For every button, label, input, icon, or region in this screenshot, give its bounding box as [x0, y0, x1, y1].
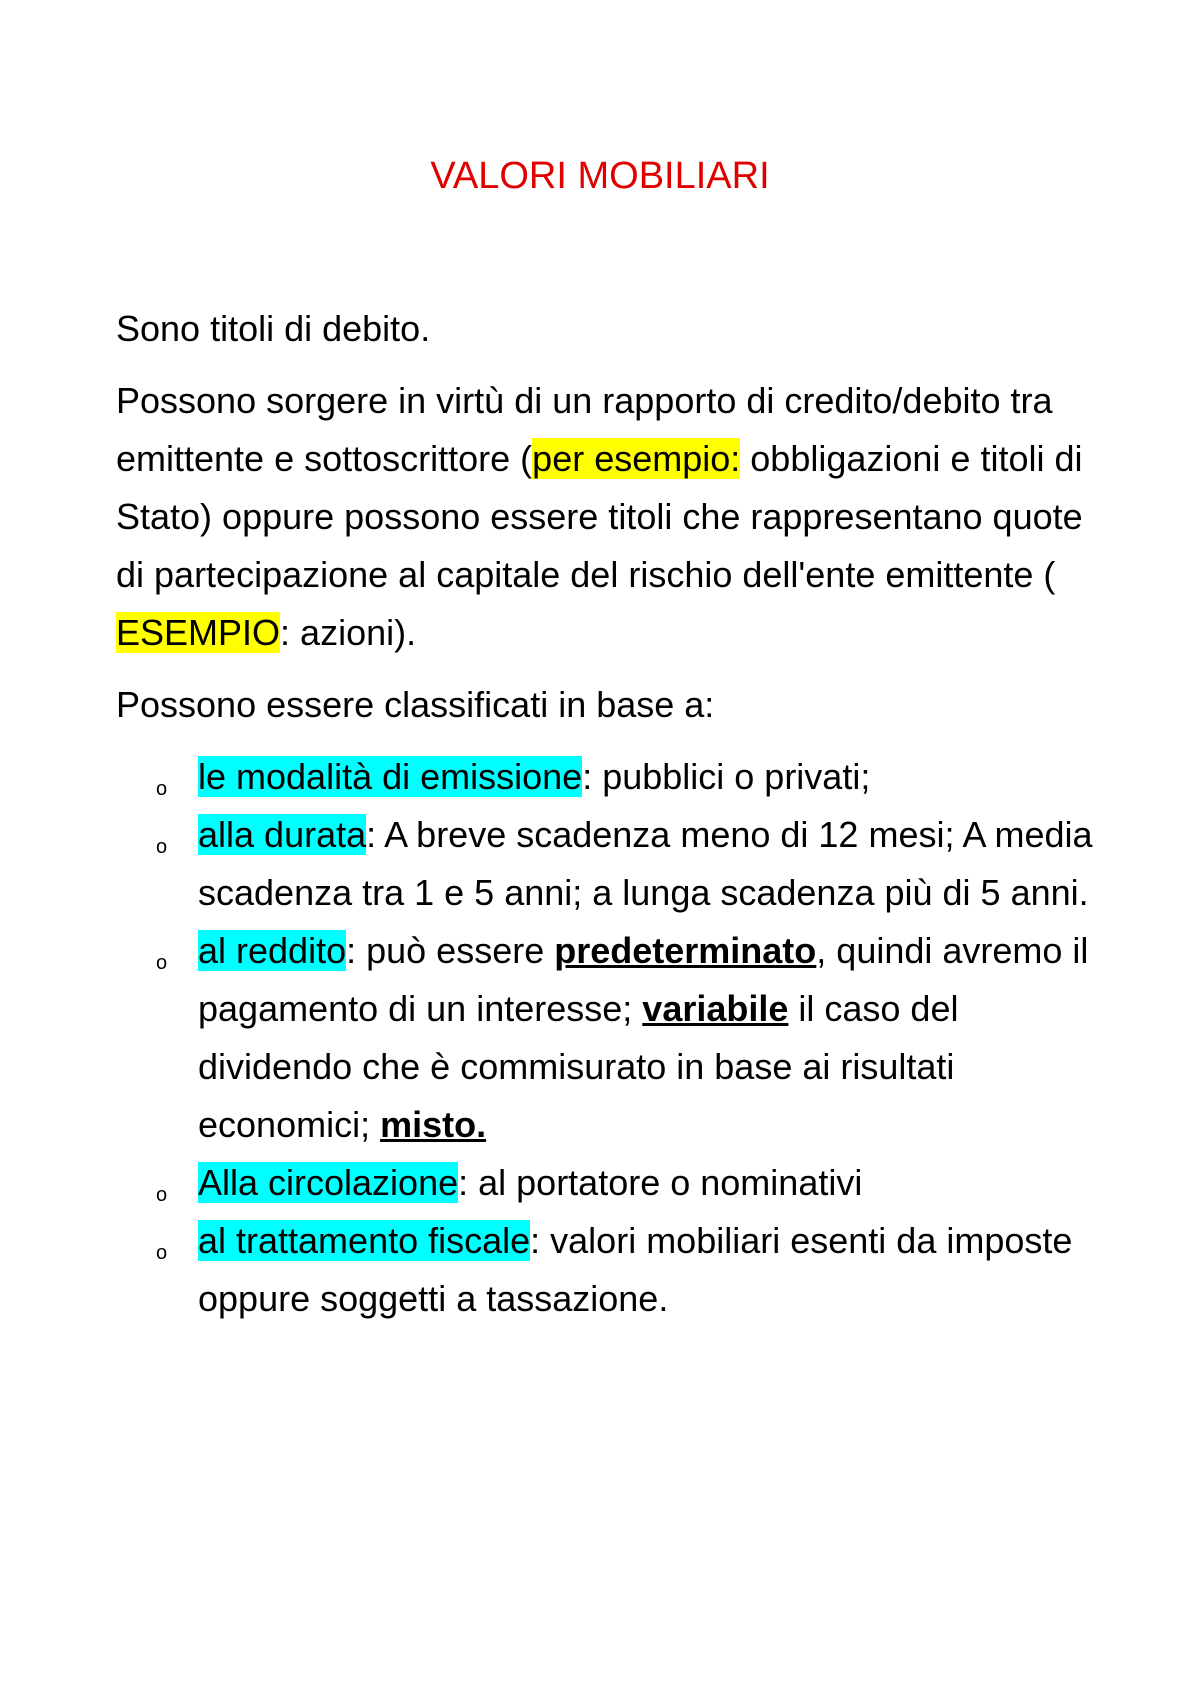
- list-item: [116, 1212, 1106, 1328]
- item-text: : pubblici o privati;: [582, 756, 871, 797]
- classification-list: [116, 748, 1106, 1328]
- item-key-highlight: al trattamento fiscale: [198, 1220, 531, 1261]
- highlight-per-esempio: per esempio:: [532, 438, 741, 479]
- document-body: [116, 300, 1106, 1328]
- list-item: [116, 748, 1106, 806]
- emphasis-variabile: variabile: [642, 988, 789, 1029]
- item-key-highlight: Alla circolazione: [198, 1162, 459, 1203]
- list-item: [116, 1154, 1106, 1212]
- item-text: : può essere: [346, 930, 555, 971]
- text-run: Possono sorgere in virtù di un rapporto di credito/debito tra emittente e sottoscrittore (: [116, 380, 1053, 479]
- bullet-circle-icon: o: [156, 952, 168, 974]
- emphasis-predeterminato: predeterminato: [554, 930, 817, 971]
- item-text: : al portatore o nominativi: [458, 1162, 863, 1203]
- page-title: VALORI MOBILIARI: [430, 155, 770, 197]
- bullet-circle-icon: o: [156, 1184, 168, 1206]
- list-item: [116, 806, 1106, 922]
- paragraph-origin: [116, 372, 1106, 662]
- bullet-circle-icon: o: [156, 836, 168, 858]
- paragraph-intro: Sono titoli di debito.: [116, 308, 431, 349]
- item-text: il caso del dividendo che è commisurato in base ai risultati economici;: [198, 988, 959, 1145]
- item-key-highlight: al reddito: [198, 930, 347, 971]
- item-key-highlight: le modalità di emissione: [198, 756, 583, 797]
- bullet-circle-icon: o: [156, 778, 168, 800]
- paragraph-classification: Possono essere classificati in base a:: [116, 684, 715, 725]
- text-run: : azioni).: [280, 612, 417, 653]
- item-text: : A breve scadenza meno di 12 mesi; A media scadenza tra 1 e 5 anni; a lunga scadenza più di 5 anni.: [198, 814, 1093, 913]
- emphasis-misto: misto.: [380, 1104, 487, 1145]
- item-text: , quindi avremo il pagamento di un interesse;: [198, 930, 1089, 1029]
- highlight-esempio: ESEMPIO: [116, 612, 281, 653]
- bullet-circle-icon: o: [156, 1242, 168, 1264]
- text-run: obbligazioni e titoli di Stato) oppure possono essere titoli che rappresentano quote di partecipazione al capitale del rischio dell'ente emittente (: [116, 438, 1083, 595]
- item-key-highlight: alla durata: [198, 814, 367, 855]
- item-text: : valori mobiliari esenti da imposte oppure soggetti a tassazione.: [198, 1220, 1073, 1319]
- list-item: [116, 922, 1106, 1154]
